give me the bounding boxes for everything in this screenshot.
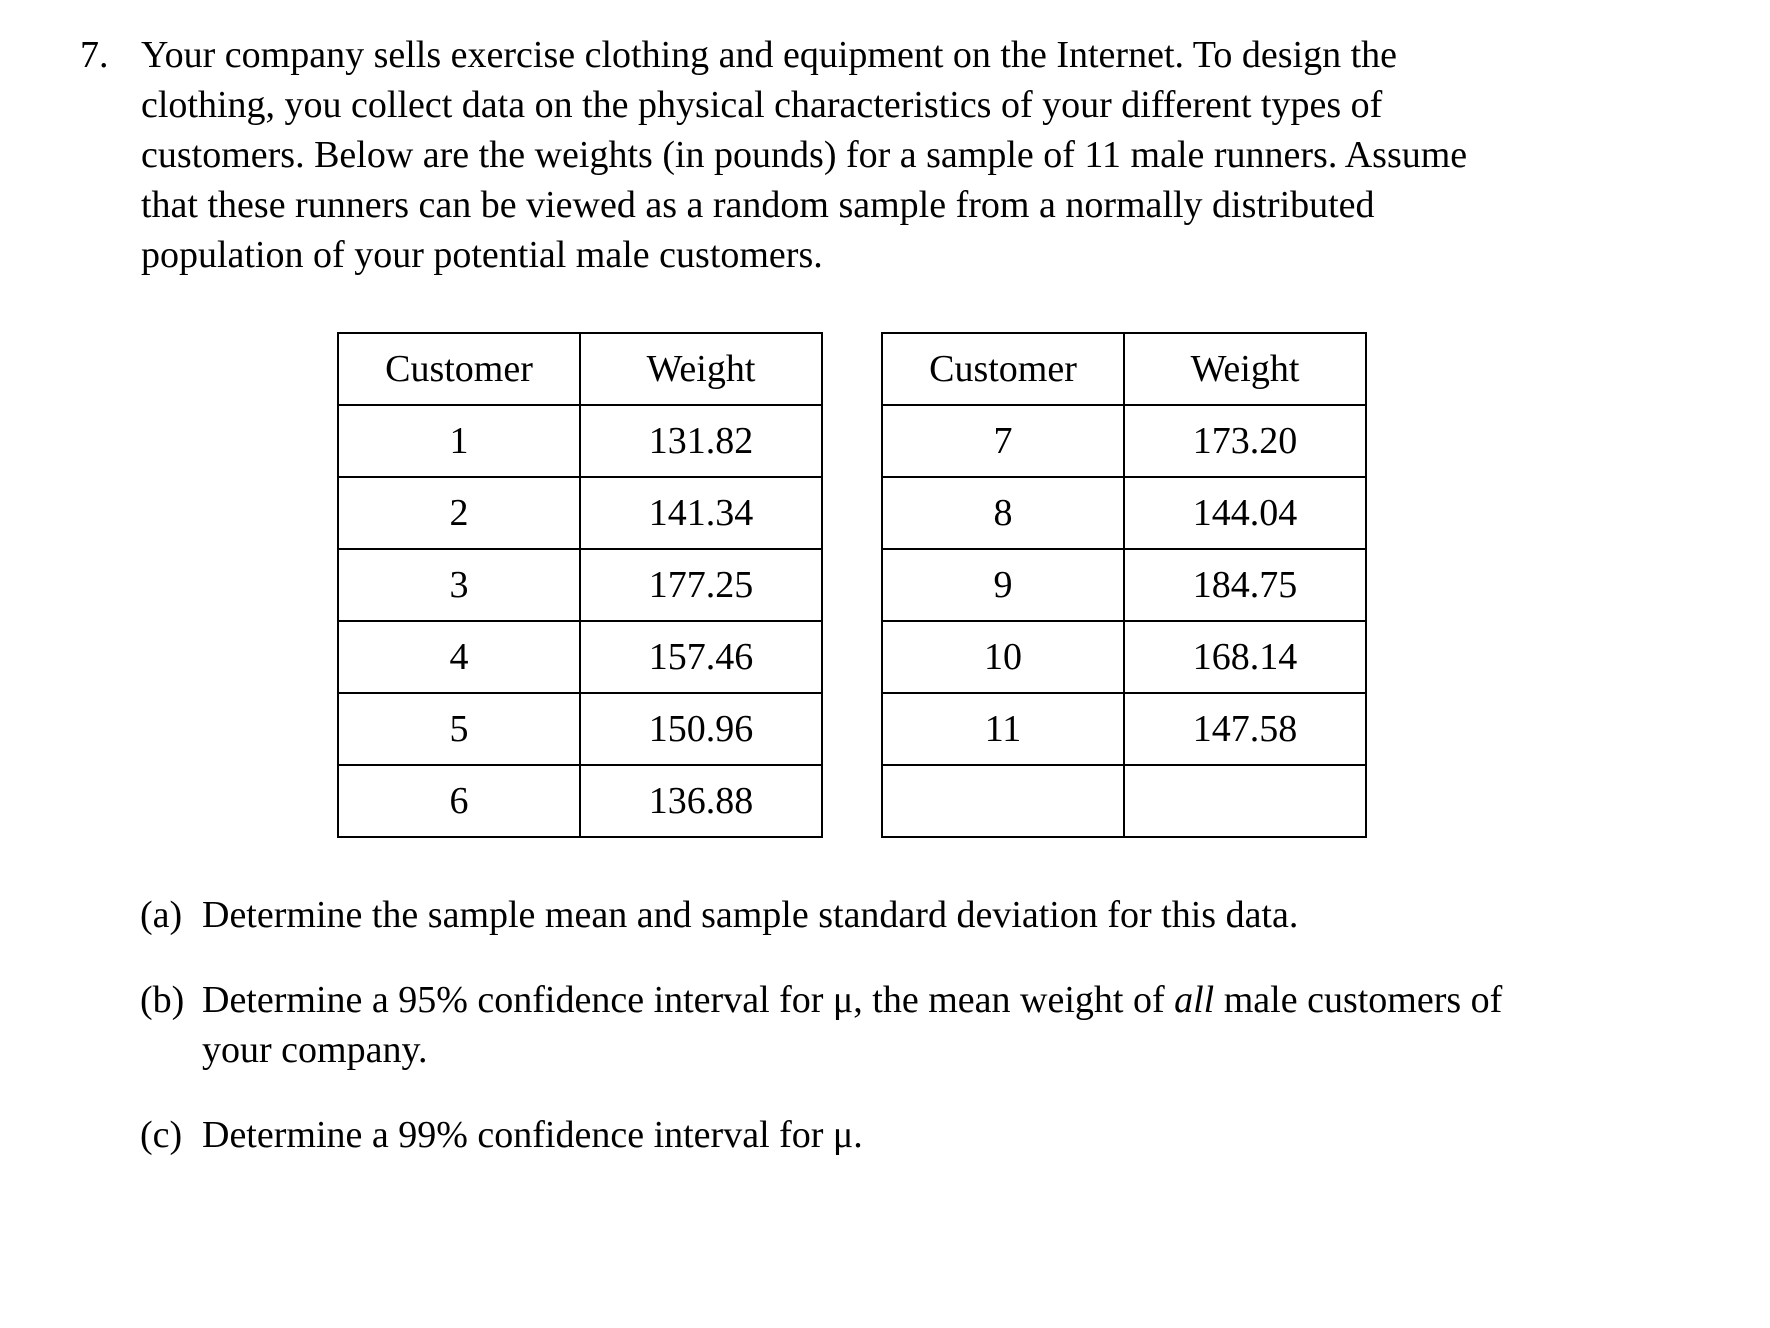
weight-cell: 144.04: [1124, 477, 1366, 549]
customer-cell: 8: [882, 477, 1124, 549]
weight-cell: 147.58: [1124, 693, 1366, 765]
question-list: [140, 890, 1700, 1195]
table-row: [882, 405, 1366, 477]
weight-cell: [1124, 765, 1366, 837]
question-a: [140, 890, 1700, 940]
table-row: [882, 693, 1366, 765]
weight-cell: 177.25: [580, 549, 822, 621]
question-letter: (b): [140, 979, 185, 1021]
weight-cell: 150.96: [580, 693, 822, 765]
table-row: [338, 765, 822, 837]
question-c: [140, 1110, 1700, 1160]
question-text: [202, 1110, 1700, 1160]
customer-cell: [882, 765, 1124, 837]
problem-line: population of your potential male customers.: [141, 234, 823, 276]
table-row: [338, 621, 822, 693]
customer-cell: 4: [338, 621, 580, 693]
weight-cell: 141.34: [580, 477, 822, 549]
weight-cell: 131.82: [580, 405, 822, 477]
problem-number: 7.: [80, 34, 109, 76]
customer-cell: 1: [338, 405, 580, 477]
header-customer: Customer: [882, 333, 1124, 405]
question-letter: (a): [140, 894, 183, 936]
header-customer: Customer: [338, 333, 580, 405]
weights-table-right: [881, 332, 1367, 838]
table-row: [882, 621, 1366, 693]
problem-line: clothing, you collect data on the physical characteristics of your different types of: [141, 84, 1383, 126]
question-text: [202, 890, 1700, 940]
question-letter: (c): [140, 1114, 183, 1156]
weight-cell: 157.46: [580, 621, 822, 693]
question-text-segment: Determine a 95% confidence interval for μ, the mean weight of: [202, 979, 1175, 1021]
weight-cell: 173.20: [1124, 405, 1366, 477]
problem-line: Your company sells exercise clothing and equipment on the Internet. To design the: [141, 34, 1398, 76]
problem-line: customers. Below are the weights (in pounds) for a sample of 11 male runners. Assume: [141, 134, 1468, 176]
table-header-row: [338, 333, 822, 405]
table-row: [882, 477, 1366, 549]
question-emphasis: all: [1174, 979, 1215, 1021]
weights-table-left: [337, 332, 823, 838]
question-b: [140, 975, 1700, 1075]
table-row: [338, 405, 822, 477]
problem-statement: [141, 30, 1621, 280]
weight-cell: 136.88: [580, 765, 822, 837]
customer-cell: 6: [338, 765, 580, 837]
customer-cell: 9: [882, 549, 1124, 621]
question-line: your company.: [202, 1029, 428, 1071]
weight-cell: 168.14: [1124, 621, 1366, 693]
question-text-segment: male customers of: [1214, 979, 1503, 1021]
customer-cell: 2: [338, 477, 580, 549]
table-row: [882, 549, 1366, 621]
table-row: [338, 477, 822, 549]
question-line: Determine a 99% confidence interval for μ.: [202, 1114, 863, 1156]
customer-cell: 10: [882, 621, 1124, 693]
question-text: [202, 975, 1700, 1075]
table-header-row: [882, 333, 1366, 405]
problem-line: that these runners can be viewed as a random sample from a normally distributed: [141, 184, 1375, 226]
table-row: [338, 549, 822, 621]
question-line: Determine the sample mean and sample standard deviation for this data.: [202, 894, 1299, 936]
customer-cell: 11: [882, 693, 1124, 765]
header-weight: Weight: [1124, 333, 1366, 405]
table-row: [338, 693, 822, 765]
header-weight: Weight: [580, 333, 822, 405]
weight-cell: 184.75: [1124, 549, 1366, 621]
table-row: [882, 765, 1366, 837]
customer-cell: 5: [338, 693, 580, 765]
customer-cell: 7: [882, 405, 1124, 477]
customer-cell: 3: [338, 549, 580, 621]
question-line: [202, 975, 1700, 1025]
